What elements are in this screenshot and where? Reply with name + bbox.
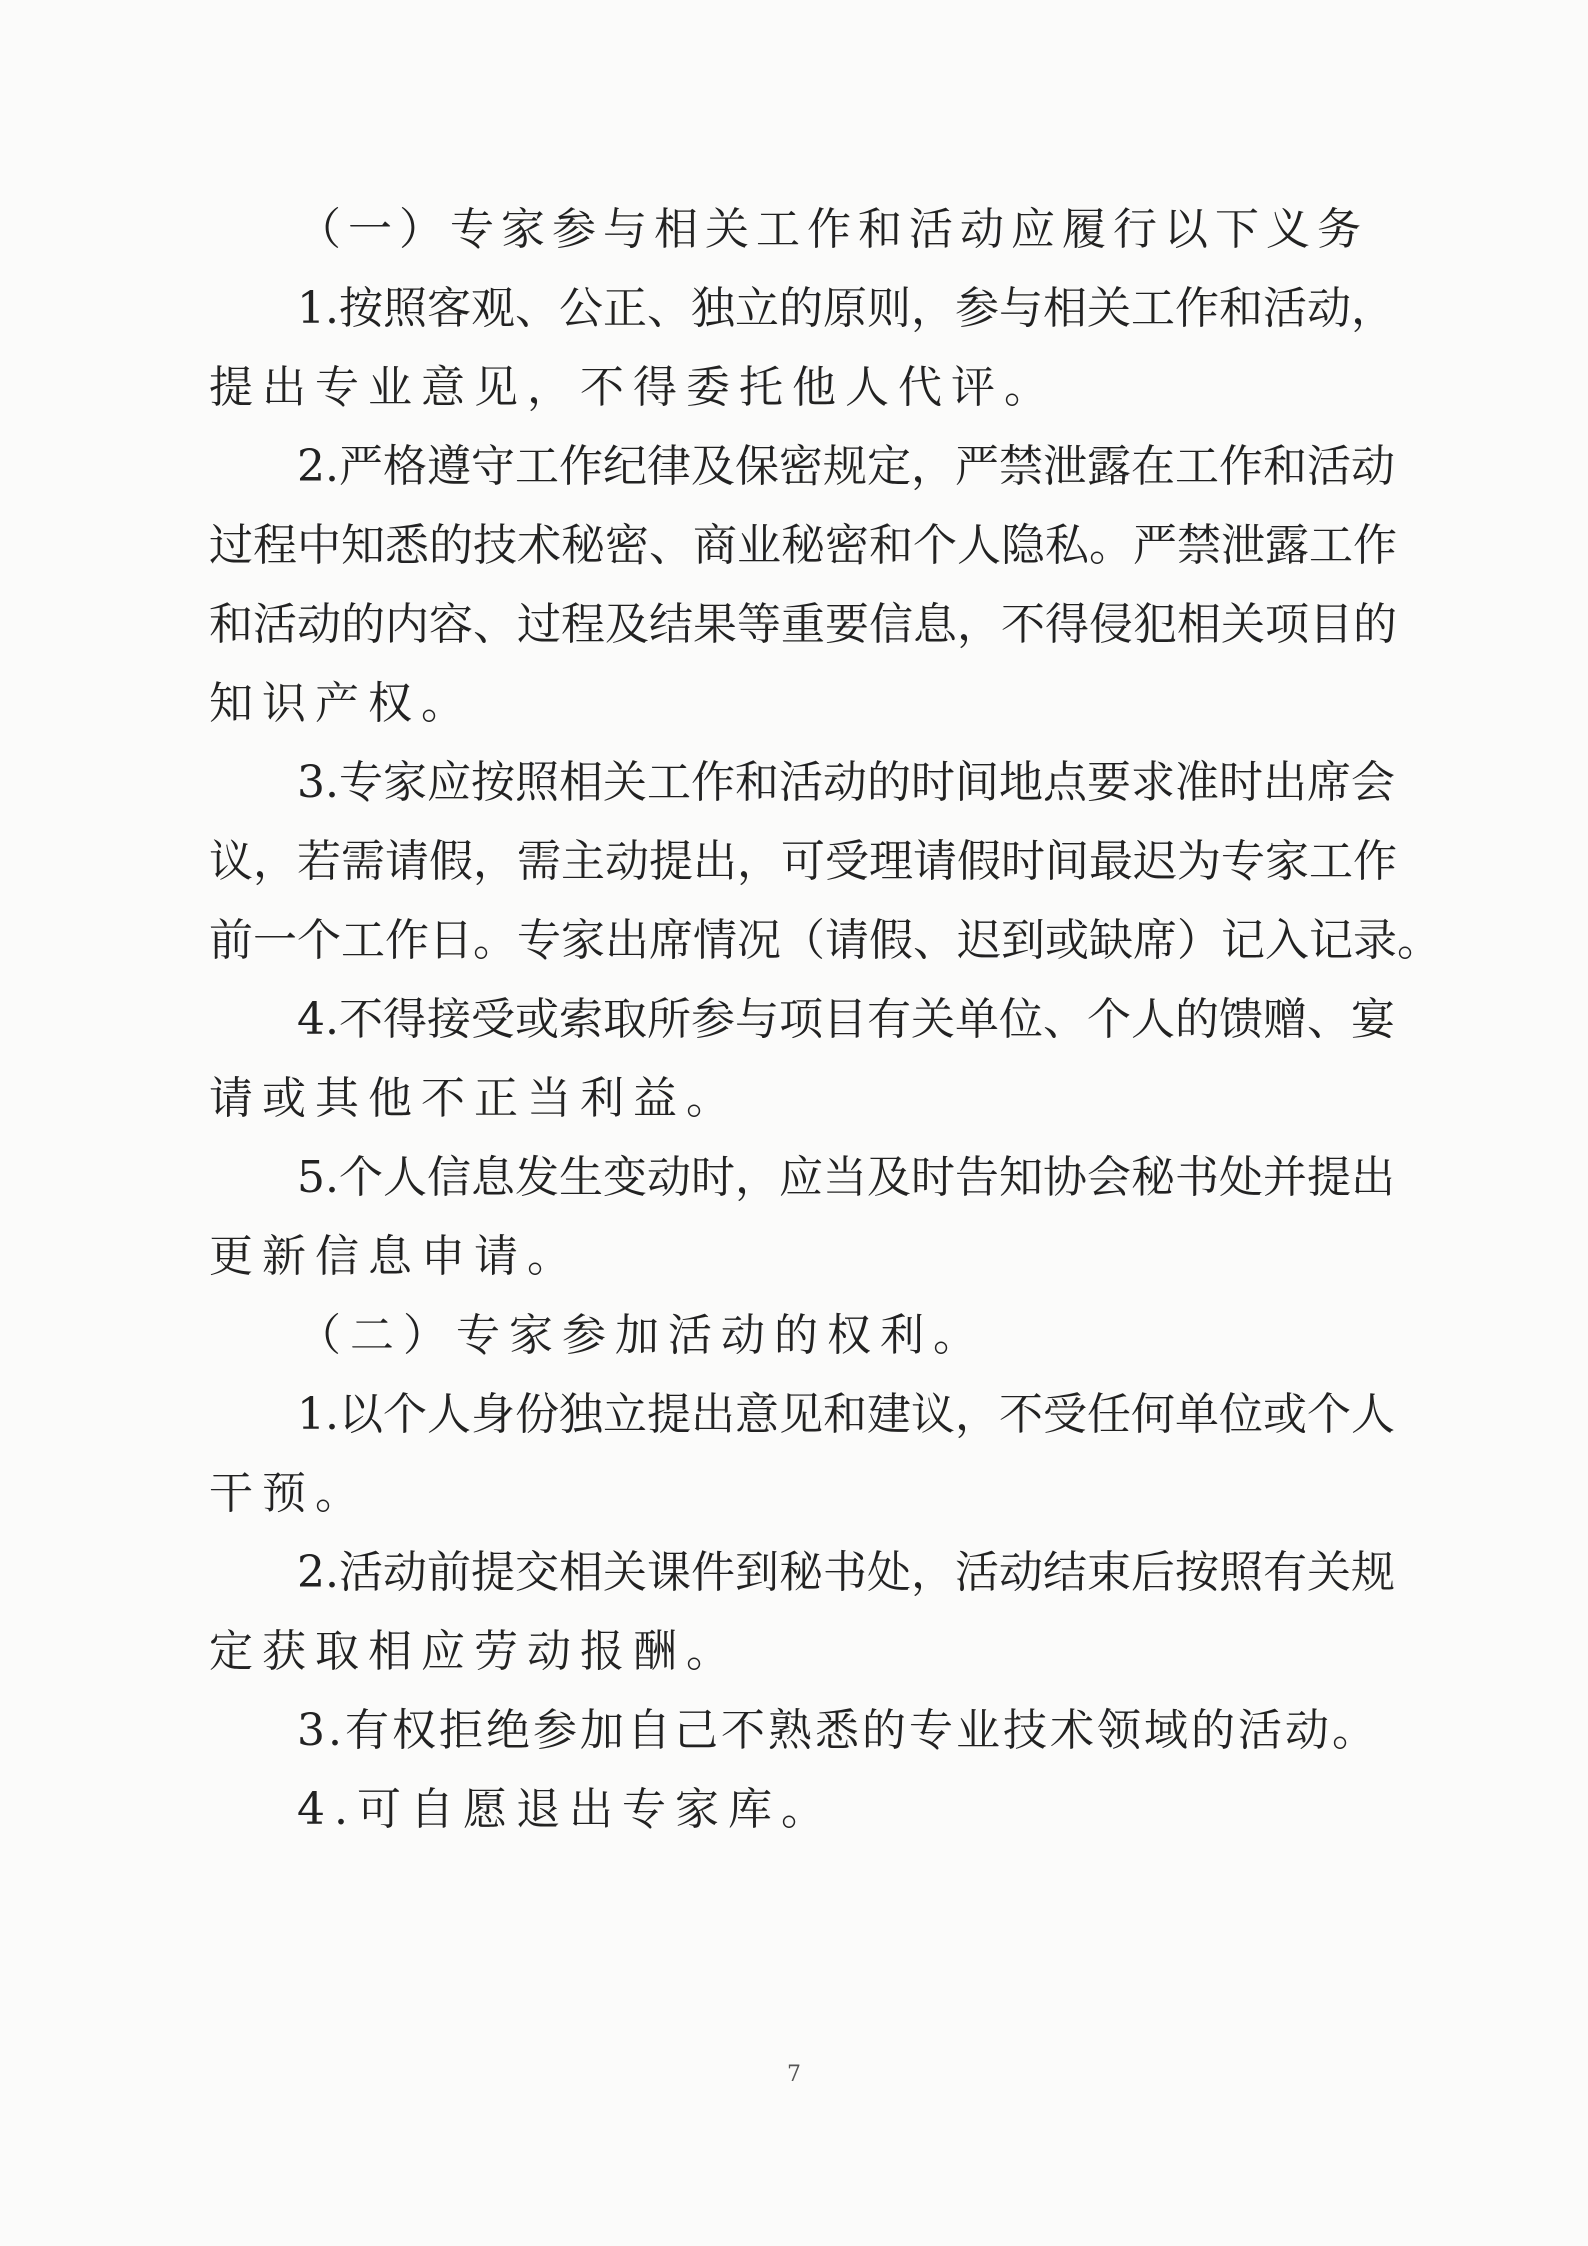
right-item-1 <box>209 1375 1395 1533</box>
paragraph-line: 4.不得接受或索取所参与项目有关单位、个人的馈赠、宴 <box>297 994 1395 1045</box>
duty-item-3 <box>209 743 1441 980</box>
right-item-3 <box>209 1691 1379 1770</box>
paragraph-line: 2.活动前提交相关课件到秘书处，活动结束后按照有关规 <box>297 1547 1395 1598</box>
paragraph-line: 3.专家应按照相关工作和活动的时间地点要求准时出席会 <box>297 757 1395 808</box>
paragraph-line: 干预。 <box>209 1468 368 1519</box>
duty-item-2 <box>209 427 1397 743</box>
duty-item-1 <box>209 269 1395 427</box>
paragraph-line: 1.按照客观、公正、独立的原则，参与相关工作和活动， <box>297 283 1395 334</box>
duty-item-4 <box>209 980 1395 1138</box>
paragraph-line: 提出专业意见，不得委托他人代评。 <box>209 362 1057 413</box>
paragraph-line: 定获取相应劳动报酬。 <box>209 1626 739 1677</box>
paragraph-line: 2.严格遵守工作纪律及保密规定，严禁泄露在工作和活动 <box>297 441 1395 492</box>
paragraph-line: 前一个工作日。专家出席情况（请假、迟到或缺席）记入记录。 <box>209 915 1441 966</box>
page-number: 7 <box>787 2062 801 2087</box>
paragraph-line: 议，若需请假，需主动提出，可受理请假时间最迟为专家工作 <box>209 836 1397 887</box>
paragraph-line: 3.有权拒绝参加自己不熟悉的专业技术领域的活动。 <box>297 1705 1379 1756</box>
paragraph-line: 4.可自愿退出专家库。 <box>297 1784 834 1835</box>
paragraph-line: 请或其他不正当利益。 <box>209 1073 739 1124</box>
duties-heading: （一）专家参与相关工作和活动应履行以下义务 <box>297 204 1368 255</box>
paragraph-line: 更新信息申请。 <box>209 1231 580 1282</box>
document-body <box>209 190 1441 1849</box>
rights-heading: （二）专家参加活动的权利。 <box>297 1310 986 1361</box>
paragraph-line: 和活动的内容、过程及结果等重要信息，不得侵犯相关项目的 <box>209 599 1397 650</box>
duty-item-5 <box>209 1138 1395 1296</box>
right-item-4 <box>209 1770 1379 1849</box>
paragraph-line: 过程中知悉的技术秘密、商业秘密和个人隐私。严禁泄露工作 <box>209 520 1397 571</box>
right-item-2 <box>209 1533 1395 1691</box>
paragraph-line: 1.以个人身份独立提出意见和建议，不受任何单位或个人 <box>297 1389 1395 1440</box>
paragraph-line: 知识产权。 <box>209 678 474 729</box>
paragraph-line: 5.个人信息发生变动时，应当及时告知协会秘书处并提出 <box>297 1152 1395 1203</box>
